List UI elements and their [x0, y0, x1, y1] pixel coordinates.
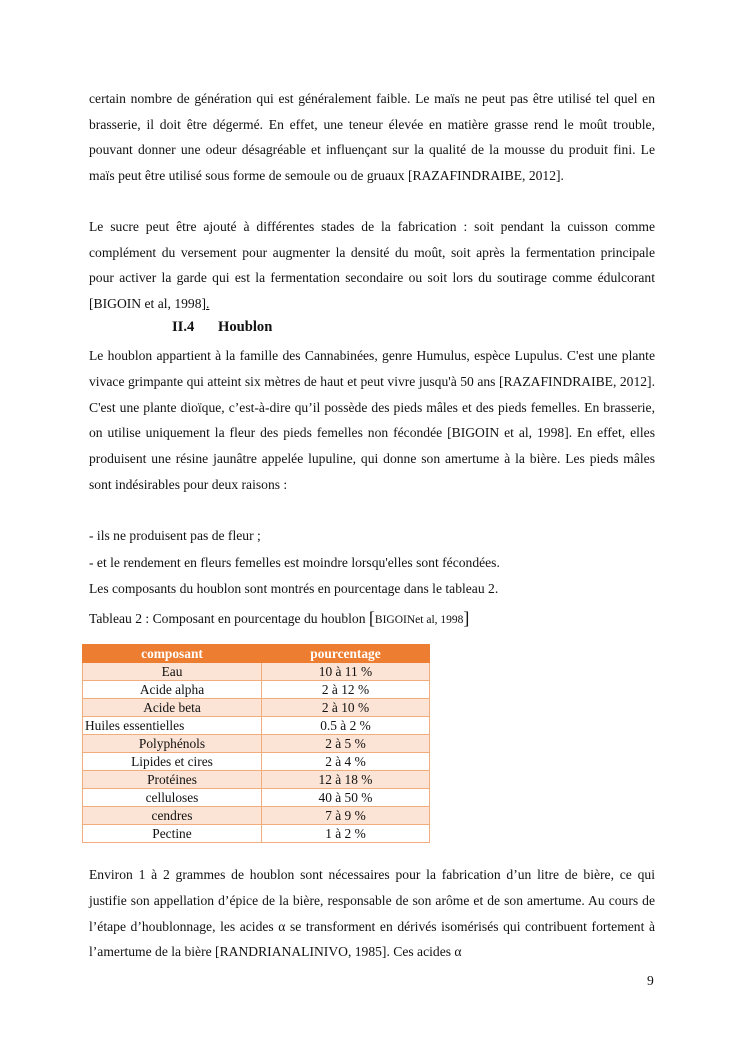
section-heading	[172, 319, 272, 336]
table-intro: Les composants du houblon sont montrés en pourcentage dans le tableau 2.	[89, 581, 499, 596]
table-row	[83, 789, 430, 807]
cell-composant: celluloses	[83, 789, 262, 807]
cell-pourcentage: 12 à 18 %	[262, 771, 430, 789]
bullet-item: - ils ne produisent pas de fleur ;	[89, 528, 261, 543]
page-number: 9	[647, 973, 654, 988]
cell-composant: Eau	[83, 663, 262, 681]
paragraph-sugar-end: .	[206, 295, 210, 311]
cell-composant: Huiles essentielles	[83, 717, 262, 735]
paragraph-hopping: Environ 1 à 2 grammes de houblon sont nécessaires pour la fabrication d’un litre de bière, ce qui justifie son appellation d’épice de la bière, responsable de son arôme et de son amertume. Au cours de l’étape d’houblonnage, les acides α se transforment en dérivés isomérisés qui contribuent fortement à l’amertume de la bière [RANDRIANALINIVO, 1985]. Ces acides α	[89, 867, 655, 960]
caption-open-bracket: [	[368, 608, 375, 628]
column-header-composant: composant	[83, 645, 262, 663]
table-caption	[89, 608, 469, 629]
table-row	[83, 753, 430, 771]
hops-composition-table	[82, 644, 430, 843]
table-row	[83, 717, 430, 735]
caption-reference: BIGOINet al, 1998	[374, 614, 464, 626]
cell-composant: Lipides et cires	[83, 753, 262, 771]
table-row	[83, 771, 430, 789]
cell-pourcentage: 2 à 10 %	[262, 699, 430, 717]
cell-pourcentage: 7 à 9 %	[262, 807, 430, 825]
paragraph-sugar	[89, 214, 655, 316]
cell-pourcentage: 0.5 à 2 %	[262, 717, 430, 735]
cell-composant: Protéines	[83, 771, 262, 789]
bullet-item: - et le rendement en fleurs femelles est moindre lorsqu'elles sont fécondées.	[89, 555, 500, 570]
cell-pourcentage: 2 à 5 %	[262, 735, 430, 753]
paragraph-sugar-text: Le sucre peut être ajouté à différentes stades de la fabrication : soit pendant la cuisson comme complément du versement pour augmenter la densité du moût, soit après la fermentation principale pour activer la garde qui est la fermentation secondaire ou soit lors du soutirage comme édulcorant [BIGOIN et al, 1998]	[89, 219, 655, 311]
table-header-row	[83, 645, 430, 663]
table-row	[83, 807, 430, 825]
table-row	[83, 699, 430, 717]
table-row	[83, 663, 430, 681]
cell-composant: Acide alpha	[83, 681, 262, 699]
cell-composant: Acide beta	[83, 699, 262, 717]
caption-close-bracket: ]	[463, 608, 470, 628]
table-row	[83, 681, 430, 699]
cell-pourcentage: 40 à 50 %	[262, 789, 430, 807]
table-row	[83, 735, 430, 753]
cell-pourcentage: 2 à 12 %	[262, 681, 430, 699]
paragraph-maize: certain nombre de génération qui est généralement faible. Le maïs ne peut pas être utilisé tel quel en brasserie, il doit être dégermé. En effet, une teneur élevée en matière grasse rend le moût trouble, pouvant donner une odeur désagréable et influençant sur la qualité de la mousse du produit fini. Le maïs peut être utilisé sous forme de semoule ou de gruaux [RAZAFINDRAIBE, 2012].	[89, 91, 655, 183]
cell-pourcentage: 1 à 2 %	[262, 825, 430, 843]
paragraph-hops: Le houblon appartient à la famille des Cannabinées, genre Humulus, espèce Lupulus. C'est une plante vivace grimpante qui atteint six mètres de haut et peut vivre jusqu'à 50 ans [RAZAFINDRAIBE, 2012]. C'est une plante dioïque, c’est-à-dire qu’il possède des pieds mâles et des pieds femelles. En brasserie, on utilise uniquement la fleur des pieds femelles non fécondée [BIGOIN et al, 1998]. En effet, elles produisent une résine jaunâtre appelée lupuline, qui donne son amertume à la bière. Les pieds mâles sont indésirables pour deux raisons :	[89, 348, 655, 492]
cell-composant: Polyphénols	[83, 735, 262, 753]
cell-composant: cendres	[83, 807, 262, 825]
column-header-pourcentage: pourcentage	[262, 645, 430, 663]
caption-text: Tableau 2 : Composant en pourcentage du houblon	[89, 611, 369, 626]
table-row	[83, 825, 430, 843]
section-number: II.4	[172, 319, 195, 335]
cell-composant: Pectine	[83, 825, 262, 843]
cell-pourcentage: 10 à 11 %	[262, 663, 430, 681]
section-title: Houblon	[218, 319, 273, 335]
cell-pourcentage: 2 à 4 %	[262, 753, 430, 771]
